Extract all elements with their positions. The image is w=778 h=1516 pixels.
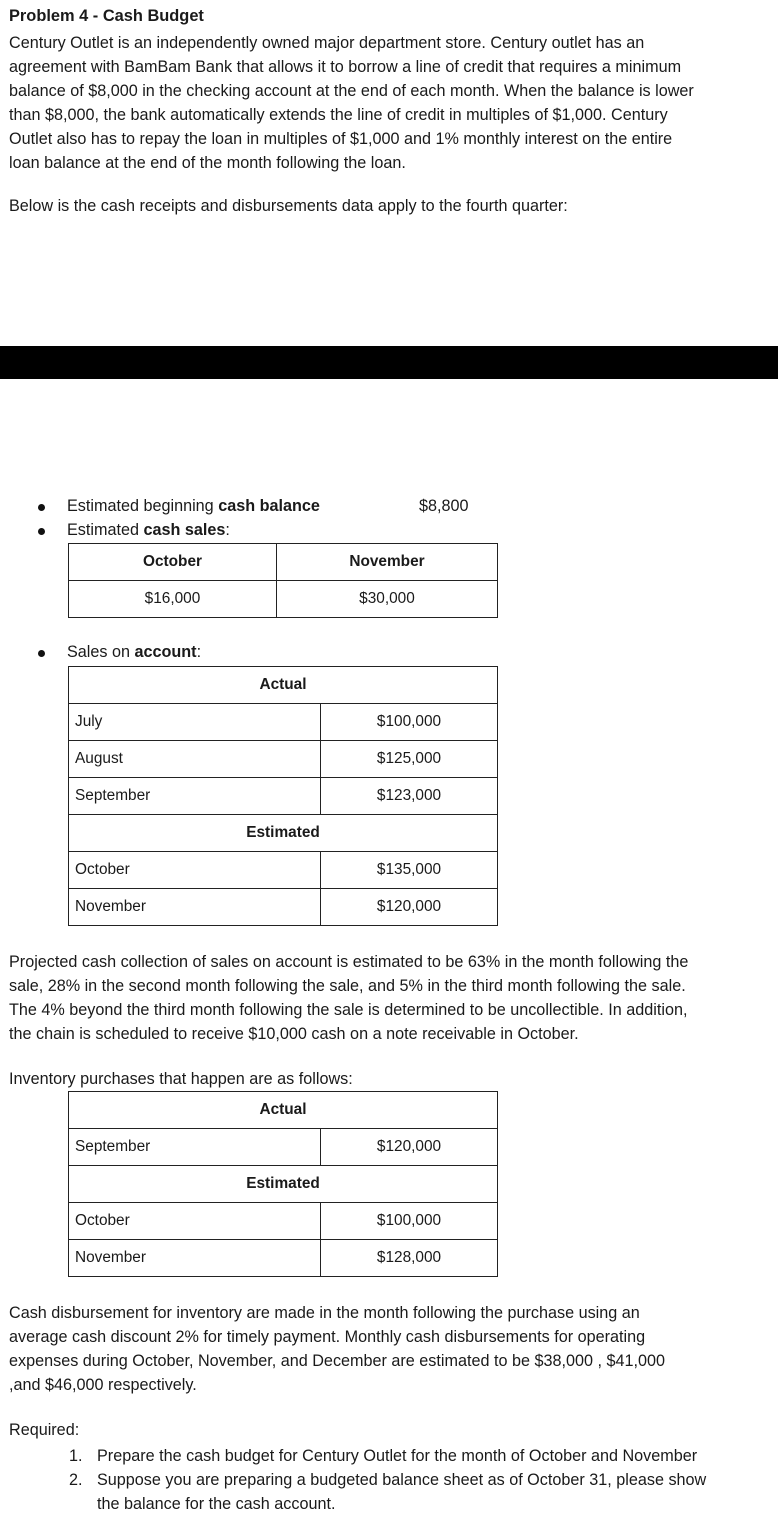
table-row (69, 889, 498, 926)
month-cell: August (69, 741, 321, 778)
collection-line: sale, 28% in the second month following the sale, and 5% in the third month following the sale. (9, 977, 686, 995)
required-item (69, 1444, 774, 1468)
amount-cell: $120,000 (321, 889, 498, 926)
disbursement-line: Cash disbursement for inventory are made in the month following the purchase using an (9, 1304, 640, 1322)
disbursement-line: ,and $46,000 respectively. (9, 1376, 197, 1394)
amount-cell: $100,000 (321, 1203, 498, 1240)
amount-cell: $120,000 (321, 1129, 498, 1166)
month-cell: November (69, 1240, 321, 1277)
estimated-header: Estimated (69, 815, 498, 852)
cash-sales-value-october: $16,000 (69, 581, 277, 618)
intro-line: Outlet also has to repay the loan in multiples of $1,000 and 1% monthly interest on the entire (9, 130, 673, 148)
collection-paragraph (9, 950, 771, 1046)
table-row (69, 741, 498, 778)
amount-cell: $125,000 (321, 741, 498, 778)
item-line: Prepare the cash budget for Century Outlet for the month of October and November (97, 1447, 698, 1465)
month-cell: September (69, 778, 321, 815)
item-number: 2. (69, 1471, 83, 1489)
intro-line: agreement with BamBam Bank that allows it to borrow a line of credit that requires a minimum (9, 58, 682, 76)
beginning-cash-value: $8,800 (419, 497, 469, 515)
month-cell: October (69, 852, 321, 889)
bullet-dot (38, 504, 45, 511)
month-cell: November (69, 889, 321, 926)
cash-sales-value-november: $30,000 (277, 581, 498, 618)
intro-line: Century Outlet is an independently owned major department store. Century outlet has an (9, 34, 645, 52)
inventory-intro: Inventory purchases that happen are as follows: (9, 1070, 353, 1088)
required-list (69, 1444, 774, 1516)
problem-title: Problem 4 - Cash Budget (9, 7, 204, 25)
table-row (69, 852, 498, 889)
actual-header: Actual (69, 667, 498, 704)
actual-header: Actual (69, 1092, 498, 1129)
collection-line: Projected cash collection of sales on account is estimated to be 63% in the month following the (9, 953, 689, 971)
estimated-header: Estimated (69, 1166, 498, 1203)
table-row (69, 1240, 498, 1277)
intro-paragraph (9, 31, 771, 175)
table-row (69, 778, 498, 815)
intro-line: balance of $8,000 in the checking account at the end of each month. When the balance is lower (9, 82, 694, 100)
item-line: Suppose you are preparing a budgeted balance sheet as of October 31, please show (97, 1471, 707, 1489)
cash-sales-table (68, 543, 498, 618)
required-item (69, 1468, 774, 1516)
disbursement-paragraph (9, 1301, 771, 1397)
required-label: Required: (9, 1421, 80, 1439)
collection-line: The 4% beyond the third month following the sale is determined to be uncollectible. In addition, (9, 1001, 688, 1019)
inventory-table (68, 1091, 498, 1277)
table-row (69, 704, 498, 741)
month-cell: July (69, 704, 321, 741)
bullet-dot (38, 528, 45, 535)
amount-cell: $100,000 (321, 704, 498, 741)
item-line: the balance for the cash account. (97, 1495, 336, 1513)
table-row (69, 1203, 498, 1240)
month-cell: September (69, 1129, 321, 1166)
below-text: Below is the cash receipts and disbursements data apply to the fourth quarter: (9, 197, 568, 215)
amount-cell: $135,000 (321, 852, 498, 889)
redaction-bar (0, 346, 778, 379)
bullet-dot (38, 650, 45, 657)
month-cell: October (69, 1203, 321, 1240)
beginning-cash-label: Estimated beginning cash balance (67, 497, 320, 515)
disbursement-line: average cash discount 2% for timely payment. Monthly cash disbursements for operating (9, 1328, 646, 1346)
table-row (69, 1129, 498, 1166)
disbursement-line: expenses during October, November, and December are estimated to be $38,000 , $41,000 (9, 1352, 666, 1370)
collection-line: the chain is scheduled to receive $10,000 cash on a note receivable in October. (9, 1025, 579, 1043)
cash-sales-header-october: October (69, 544, 277, 581)
item-number: 1. (69, 1447, 83, 1465)
sales-account-label: Sales on account: (67, 643, 202, 661)
intro-line: loan balance at the end of the month following the loan. (9, 154, 406, 172)
intro-line: than $8,000, the bank automatically extends the line of credit in multiples of $1,000. Century (9, 106, 668, 124)
cash-sales-header-november: November (277, 544, 498, 581)
amount-cell: $123,000 (321, 778, 498, 815)
sales-account-table (68, 666, 498, 926)
cash-sales-label: Estimated cash sales: (67, 521, 230, 539)
amount-cell: $128,000 (321, 1240, 498, 1277)
